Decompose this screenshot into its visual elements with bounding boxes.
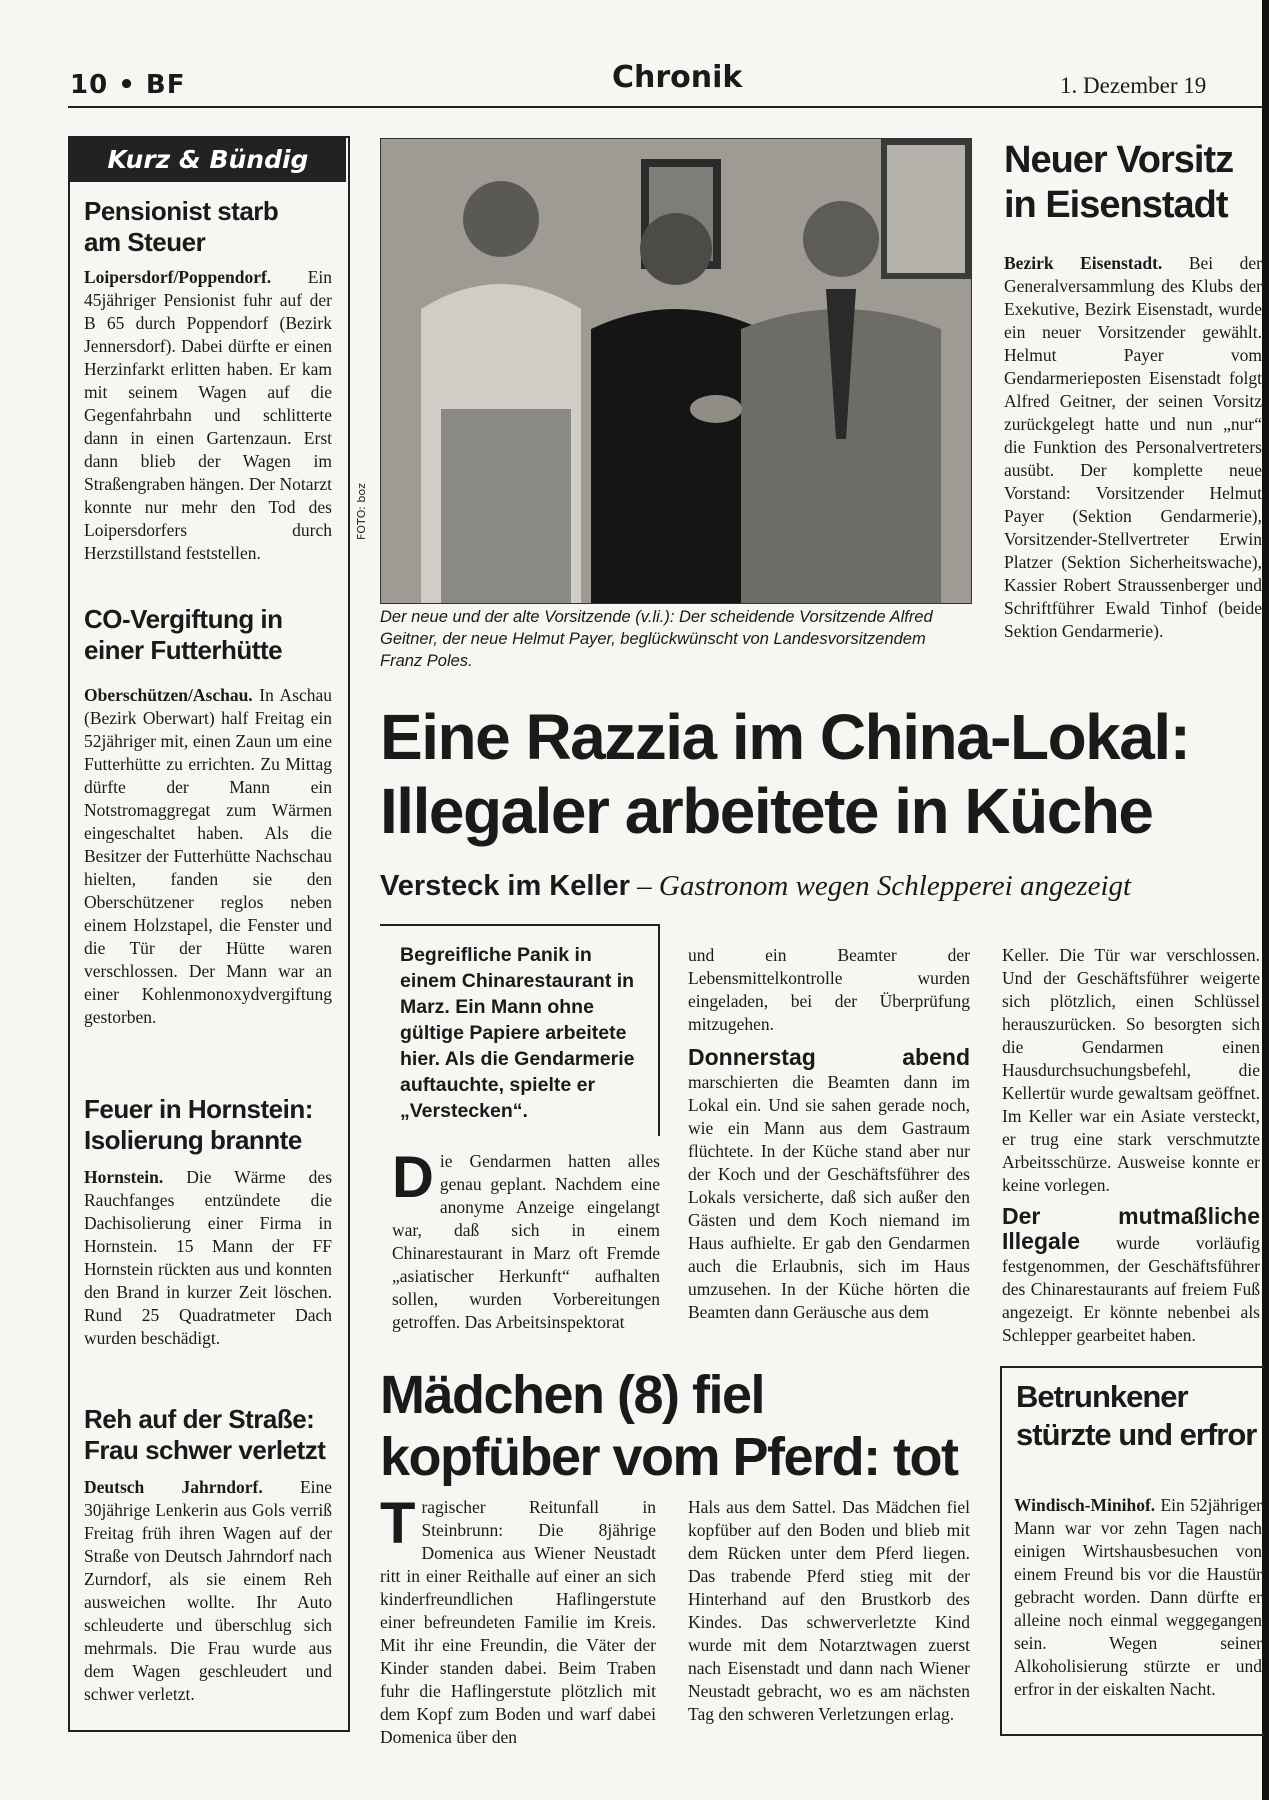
maedchen-headline	[380, 1364, 980, 1488]
razzia-subhead-italic: Gastronom wegen Schlepperei angezeigt	[658, 870, 1132, 902]
neuer-vorsitz-text: Bei der Generalversammlung des Klubs der Exekutive, Bezirk Eisenstadt, wurde ein neuer Vorsitzender gewählt. Helmut Payer vom Gendarmerieposten Eisenstadt folgt Alfred Geitner, der seinen Vorsitz zurückgelegt hatte und nun „nur“ die Funktion des Personalvertreters ausübt. Der komplette neue Vorstand: Vorsitzender Helmut Payer (Sektion Gendarmerie), Vorsitzender-Stellvertreter Erwin Platzer (Sektion Sicherheitswache), Kassier Robert Straussenberger und Schriftführer Ewald Tinhof (beide Sektion Gendarmerie).	[1004, 253, 1262, 641]
razzia-headline-line2: Illegaler arbeitete in Küche	[380, 775, 1153, 847]
razzia-headline-line1: Eine Razzia im China-Lokal:	[380, 701, 1190, 773]
maedchen-headline-line2: kopfüber vom Pferd: tot	[380, 1427, 958, 1487]
neuer-vorsitz-headline: Neuer Vorsitz in Eisenstadt	[1004, 139, 1234, 226]
maedchen-headline-line1: Mädchen (8) fiel	[380, 1365, 765, 1425]
news-item-headline: Reh auf der Straße: Frau schwer verletzt	[84, 1404, 326, 1465]
section-title: Chronik	[612, 60, 743, 95]
news-item-body	[84, 1476, 332, 1706]
neuer-vorsitz-location: Bezirk Eisenstadt.	[1004, 253, 1163, 273]
news-item-text: Eine 30jährige Lenkerin aus Gols verriß Freitag früh ihren Wagen auf der Straße von Deutsch Jahrndorf nach Zurndorf, als sie einem Reh ausweichen wollte. Ihr Auto schleuderte und überschlug sich mehrmals. Die Frau wurde aus dem Wagen geschleudert und schwer verletzt.	[84, 1477, 333, 1704]
news-item-text: In Aschau (Bezirk Oberwart) half Freitag ein 52jähriger mit, einen Zaun um eine Futterhütte zu errichten. Zu Mittag dürfte der Mann ein Notstromaggregat zum Wärmen eingeschaltet haben. Als die Besitzer der Futterhütte Nachschau hielten, fanden sie den Oberschützener reglos neben einem Holzstapel, die Fenster und die Tür der Hütte waren verschlossen. Der Mann war an einer Kohlenmonoxydvergiftung gestorben.	[84, 685, 332, 1027]
news-item-body	[84, 266, 332, 565]
photo-credit: FOTO: boz	[355, 483, 368, 540]
betrunkener-location: Windisch-Minihof.	[1014, 1495, 1156, 1515]
razzia-col2-text-b: marschierten die Beamten dann im Lokal ein. Und sie sahen gerade noch, wie ein Mann aus dem Gastraum flüchtete. In der Küche stand aber nur der Koch und der Geschäftsführer des Lokals versicherte, daß sich außer den Gästen und dem Koch niemand im Haus aufhielte. Er gab den Gendarmen auch die Erlaubnis, sich im Haus umzusehen. In der Küche hörten die Beamten dann Geräusche aus dem	[688, 1072, 970, 1322]
razzia-col3-text-a: Keller. Die Tür war verschlossen. Und der Geschäftsführer weigerte sich plötzlich, einen Schlüssel herauszurücken. So besorgten sich die Gendarmen einen Hausdurchsuchungsbefehl, die Kellertür wurde gewaltsam geöffnet. Im Keller war ein Asiate versteckt, er trug eine stark verschmutzte Arbeitsschürze. Ausweise konnte er keine vorlegen.	[1002, 945, 1260, 1195]
news-item-body	[84, 1166, 332, 1350]
razzia-subheadline	[380, 870, 1262, 903]
razzia-headline	[380, 700, 1262, 848]
razzia-col1-text: ie Gendarmen hatten alles genau geplant. Nachdem eine anonyme Anzeige eingelangt war, daß sich in einem Chinarestaurant in Marz oft Fremde „asiatischer Herkunft“ aufhalten sollen, wurden Vorbereitungen getroffen. Das Arbeitsinspektorat	[392, 1151, 660, 1332]
razzia-subhead-dash: –	[629, 870, 659, 902]
news-item-body	[84, 684, 332, 1029]
news-item	[84, 604, 332, 1029]
betrunkener-headline-line2: stürzte und erfror	[1016, 1417, 1257, 1452]
news-item-headline: Pensionist starb am Steuer	[84, 196, 279, 257]
maedchen-col2-text: Hals aus dem Sattel. Das Mädchen fiel kopfüber auf den Boden und blieb mit dem Rücken unter dem Pferd liegen. Das trabende Pferd stieg mit der Hinterhand auf den Brustkorb des Kindes. Das schwerverletzte Kind wurde mit dem Notarztwagen zuerst nach Eisenstadt und dann nach Wiener Neustadt gebracht, wo es am nächsten Tag den schweren Verletzungen erlag.	[688, 1497, 970, 1724]
news-photo	[380, 138, 972, 604]
news-item-headline: CO-Vergiftung in einer Futterhütte	[84, 604, 283, 665]
maedchen-col1-text: ragischer Reitunfall in Steinbrunn: Die 8jährige Domenica aus Wiener Neustadt ritt in einer Reithalle auf einer an sich kinderfreundlichen Haflingerstute einer befreundeten Familie im Kreis. Mit ihr eine Freundin, die Väter der Kinder standen dabei. Beim Traben fuhr die Haflingerstute plötzlich mit dem Kopf zum Boden und warf dabei Domenica über den	[380, 1497, 656, 1747]
photo-illustration	[381, 139, 971, 603]
news-item-location: Oberschützen/Aschau.	[84, 685, 253, 705]
maedchen-dropcap: T	[380, 1491, 416, 1556]
razzia-intro: Begreifliche Panik in einem Chinarestaurant in Marz. Ein Mann ohne gültige Papiere arbeitete hier. Als die Gendarmerie auftauchte, spielte er „Verstecken“.	[400, 944, 635, 1122]
maedchen-column-1	[380, 1491, 656, 1749]
news-item	[84, 1094, 332, 1350]
news-item-location: Hornstein.	[84, 1167, 164, 1187]
news-item-headline: Feuer in Hornstein: Isolierung brannte	[84, 1094, 313, 1155]
news-item-text: Die Wärme des Rauchfanges entzündete die Dachisolierung einer Firma in Hornstein. 15 Mann der FF Hornstein rückten aus und konnten den Brand in kurzer Zeit löschen. Rund 25 Quadratmeter Dach wurden beschädigt.	[84, 1167, 332, 1348]
razzia-dropcap: D	[392, 1145, 434, 1210]
header-rule	[68, 106, 1269, 108]
razzia-col3-subhead: Der mutmaßliche Illegale	[1002, 1203, 1260, 1254]
issue-date: 1. Dezember 19	[1060, 73, 1207, 98]
betrunkener-text: Ein 52jähriger Mann war vor zehn Tagen nach einigen Wirtshausbesuchen von einem Freund bis vor die Haustür gebracht worden. Dann dürfte er alleine noch einmal weggegangen sein. Wegen seiner Alkoholisierung stürzte er und erfror in der eiskalten Nacht.	[1014, 1495, 1263, 1699]
news-item	[84, 196, 332, 565]
betrunkener-headline	[1016, 1378, 1262, 1454]
razzia-column-2	[688, 944, 970, 1324]
news-item-location: Loipersdorf/Poppendorf.	[84, 267, 272, 287]
betrunkener-body	[1014, 1494, 1262, 1724]
razzia-subhead-bold: Versteck im Keller	[380, 870, 630, 902]
maedchen-column-2	[688, 1496, 970, 1726]
page-number: 10 • BF	[70, 70, 186, 100]
neuer-vorsitz-body	[1004, 252, 1262, 672]
razzia-col3-text-b: wurde vorläufig festgenommen, der Geschäftsführer des Chinarestaurants auf freiem Fuß angezeigt. Er könnte nebenbei als Schlepper gearbeitet haben.	[1002, 1233, 1260, 1345]
news-item-text: Ein 45jähriger Pensionist fuhr auf der B 65 durch Poppendorf (Bezirk Jennersdorf). Dabei dürfte er einen Herzinfarkt erlitten haben. Er kam mit seinem Wagen auf die Gegenfahrbahn und schlitterte dann in einen Gartenzaun. Erst dann blieb der Wagen im Straßengraben hängen. Der Notarzt konnte nur mehr den Tod des Loipersdorfers durch Herzstillstand feststellen.	[84, 267, 332, 563]
kurz-buendig-title: Kurz & Bündig	[70, 138, 346, 182]
razzia-col2-subhead: Donnerstag abend	[688, 1044, 970, 1070]
razzia-column-3	[1002, 944, 1260, 1345]
photo-caption: Der neue und der alte Vorsitzende (v.li.): Der scheidende Vorsitzende Alfred Geitner, der neue Helmut Payer, beglückwünscht von Landesvorsitzendem Franz Poles.	[380, 608, 933, 670]
news-item-location: Deutsch Jahrndorf.	[84, 1477, 263, 1497]
razzia-column-1	[392, 1145, 660, 1334]
razzia-col2-text-a: und ein Beamter der Lebensmittelkontrolle wurden eingeladen, bei der Überprüfung mitzugehen.	[688, 945, 970, 1034]
betrunkener-headline-line1: Betrunkener	[1016, 1379, 1188, 1414]
news-item	[84, 1404, 332, 1706]
